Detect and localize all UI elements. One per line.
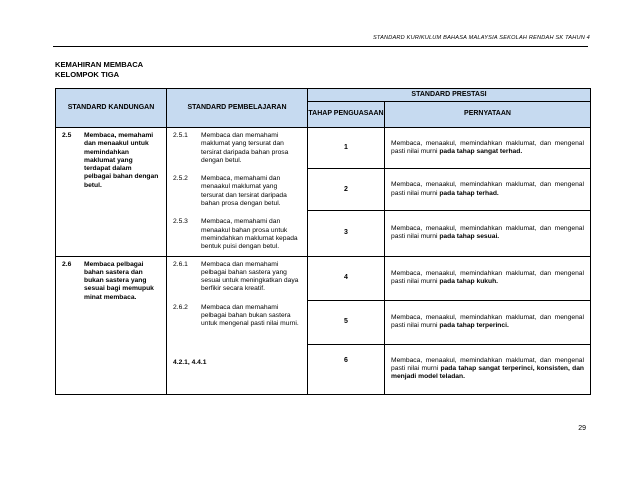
pernyataan-text: Membaca, menaakul, memindahkan maklumat, dan mengenal pasti nilai murni: [391, 224, 585, 241]
pernyataan-level: pada tahap terhad.: [439, 189, 499, 197]
pernyataan-cell: [385, 300, 591, 344]
pernyataan-text: Membaca, menaakul, memindahkan maklumat, dan mengenal pasti nilai murni: [391, 139, 585, 156]
header-standard-pembelajaran: STANDARD PEMBELAJARAN: [167, 89, 308, 128]
pernyataan-level: pada tahap sangat terhad.: [439, 148, 523, 156]
standards-table: [55, 88, 591, 395]
pernyataan-text: Membaca, menaakul, memindahkan maklumat, dan mengenal pasti nilai murni: [391, 269, 585, 286]
page-number: 29: [578, 425, 586, 432]
pembelajaran-text: Membaca dan memahami pelbagai bahan bukan sastera untuk mengenal pasti nilai murni.: [201, 303, 299, 328]
header-pernyataan: PERNYATAAN: [385, 102, 591, 128]
pembelajaran-cell-2-6: [167, 256, 308, 394]
pembelajaran-item: [173, 132, 301, 165]
pernyataan-text: Membaca, menaakul, memindahkan maklumat, dan mengenal pasti nilai murni: [391, 356, 585, 372]
header-rule: [53, 46, 588, 47]
header-standard-kandungan: STANDARD KANDUNGAN: [56, 89, 167, 128]
pernyataan-cell: [385, 210, 591, 256]
section-title-line1: KEMAHIRAN MEMBACA: [55, 60, 144, 69]
kandungan-item: [62, 132, 160, 190]
kandungan-text: Membaca, memahami dan menaakul untuk memindahkan maklumat yang terdapat dalam pelbagai bahan dengan betul.: [84, 132, 159, 189]
pembelajaran-text: Membaca dan memahami pelbagai bahan sastera yang sesuai untuk meningkatkan daya berfikir secara kreatif.: [201, 260, 299, 293]
kandungan-item: [62, 261, 160, 302]
tahap-cell: 4: [308, 256, 385, 300]
pernyataan-cell: [385, 256, 591, 300]
kandungan-cell-2-5: [56, 128, 167, 257]
pernyataan-level: pada tahap kukuh.: [439, 278, 499, 286]
reference-code: 4.2.1, 4.4.1: [173, 358, 207, 366]
header-tahap-penguasaan: TAHAP PENGUASAAN: [308, 102, 385, 128]
kandungan-cell-2-6: [56, 256, 167, 394]
tahap-cell: 2: [308, 169, 385, 210]
section-title: [55, 60, 143, 80]
kandungan-text: Membaca pelbagai bahan sastera dan bukan sastera yang sesuai bagi memupuk minat membaca.: [84, 260, 154, 301]
pembelajaran-number: 2.6.1: [173, 260, 188, 268]
pernyataan-level: pada tahap terperinci.: [439, 322, 509, 330]
pernyataan-text: Membaca, menaakul, memindahkan maklumat, dan mengenal pasti nilai murni: [391, 181, 585, 197]
pernyataan-level: pada tahap sangat terperinci, konsisten, dan menjadi model teladan.: [391, 364, 585, 381]
section-title-line2: KELOMPOK TIGA: [55, 70, 120, 79]
tahap-cell: 5: [308, 300, 385, 344]
pembelajaran-item: [173, 218, 301, 251]
pernyataan-level: pada tahap sesuai.: [439, 233, 500, 241]
kandungan-number: 2.5: [62, 132, 72, 139]
pembelajaran-item: [173, 175, 301, 208]
pembelajaran-text: Membaca, memahami dan menaakul maklumat yang tersurat dan tersirat daripada bahan prosa dengan betul.: [201, 175, 287, 208]
pernyataan-cell: [385, 169, 591, 210]
pembelajaran-text: Membaca dan memahami maklumat yang tersurat dan tersirat daripada bahan prosa dengan betul.: [201, 132, 289, 164]
pembelajaran-item: [173, 261, 301, 294]
running-header: STANDARD KURIKULUM BAHASA MALAYSIA SEKOLAH RENDAH SK TAHUN 4: [372, 35, 590, 41]
pernyataan-cell: [385, 128, 591, 169]
pembelajaran-number: 2.6.2: [173, 303, 188, 311]
pembelajaran-text: Membaca, memahami dan menaakul bahan prosa untuk memindahkan maklumat kepada bentuk puisi dengan betul.: [201, 218, 298, 251]
header-standard-prestasi: STANDARD PRESTASI: [308, 89, 591, 102]
pernyataan-cell: [385, 344, 591, 394]
pembelajaran-item: [173, 304, 301, 329]
pernyataan-text: Membaca, menaakul, memindahkan maklumat, dan mengenal pasti nilai murni: [391, 313, 585, 330]
pembelajaran-number: 2.5.1: [173, 132, 188, 139]
pembelajaran-number: 2.5.2: [173, 175, 188, 183]
tahap-cell: 6: [308, 344, 385, 394]
pembelajaran-number: 2.5.3: [173, 218, 188, 226]
tahap-cell: 1: [308, 128, 385, 169]
pembelajaran-cell-2-5: [167, 128, 308, 257]
kandungan-number: 2.6: [62, 260, 72, 268]
tahap-cell: 3: [308, 210, 385, 256]
